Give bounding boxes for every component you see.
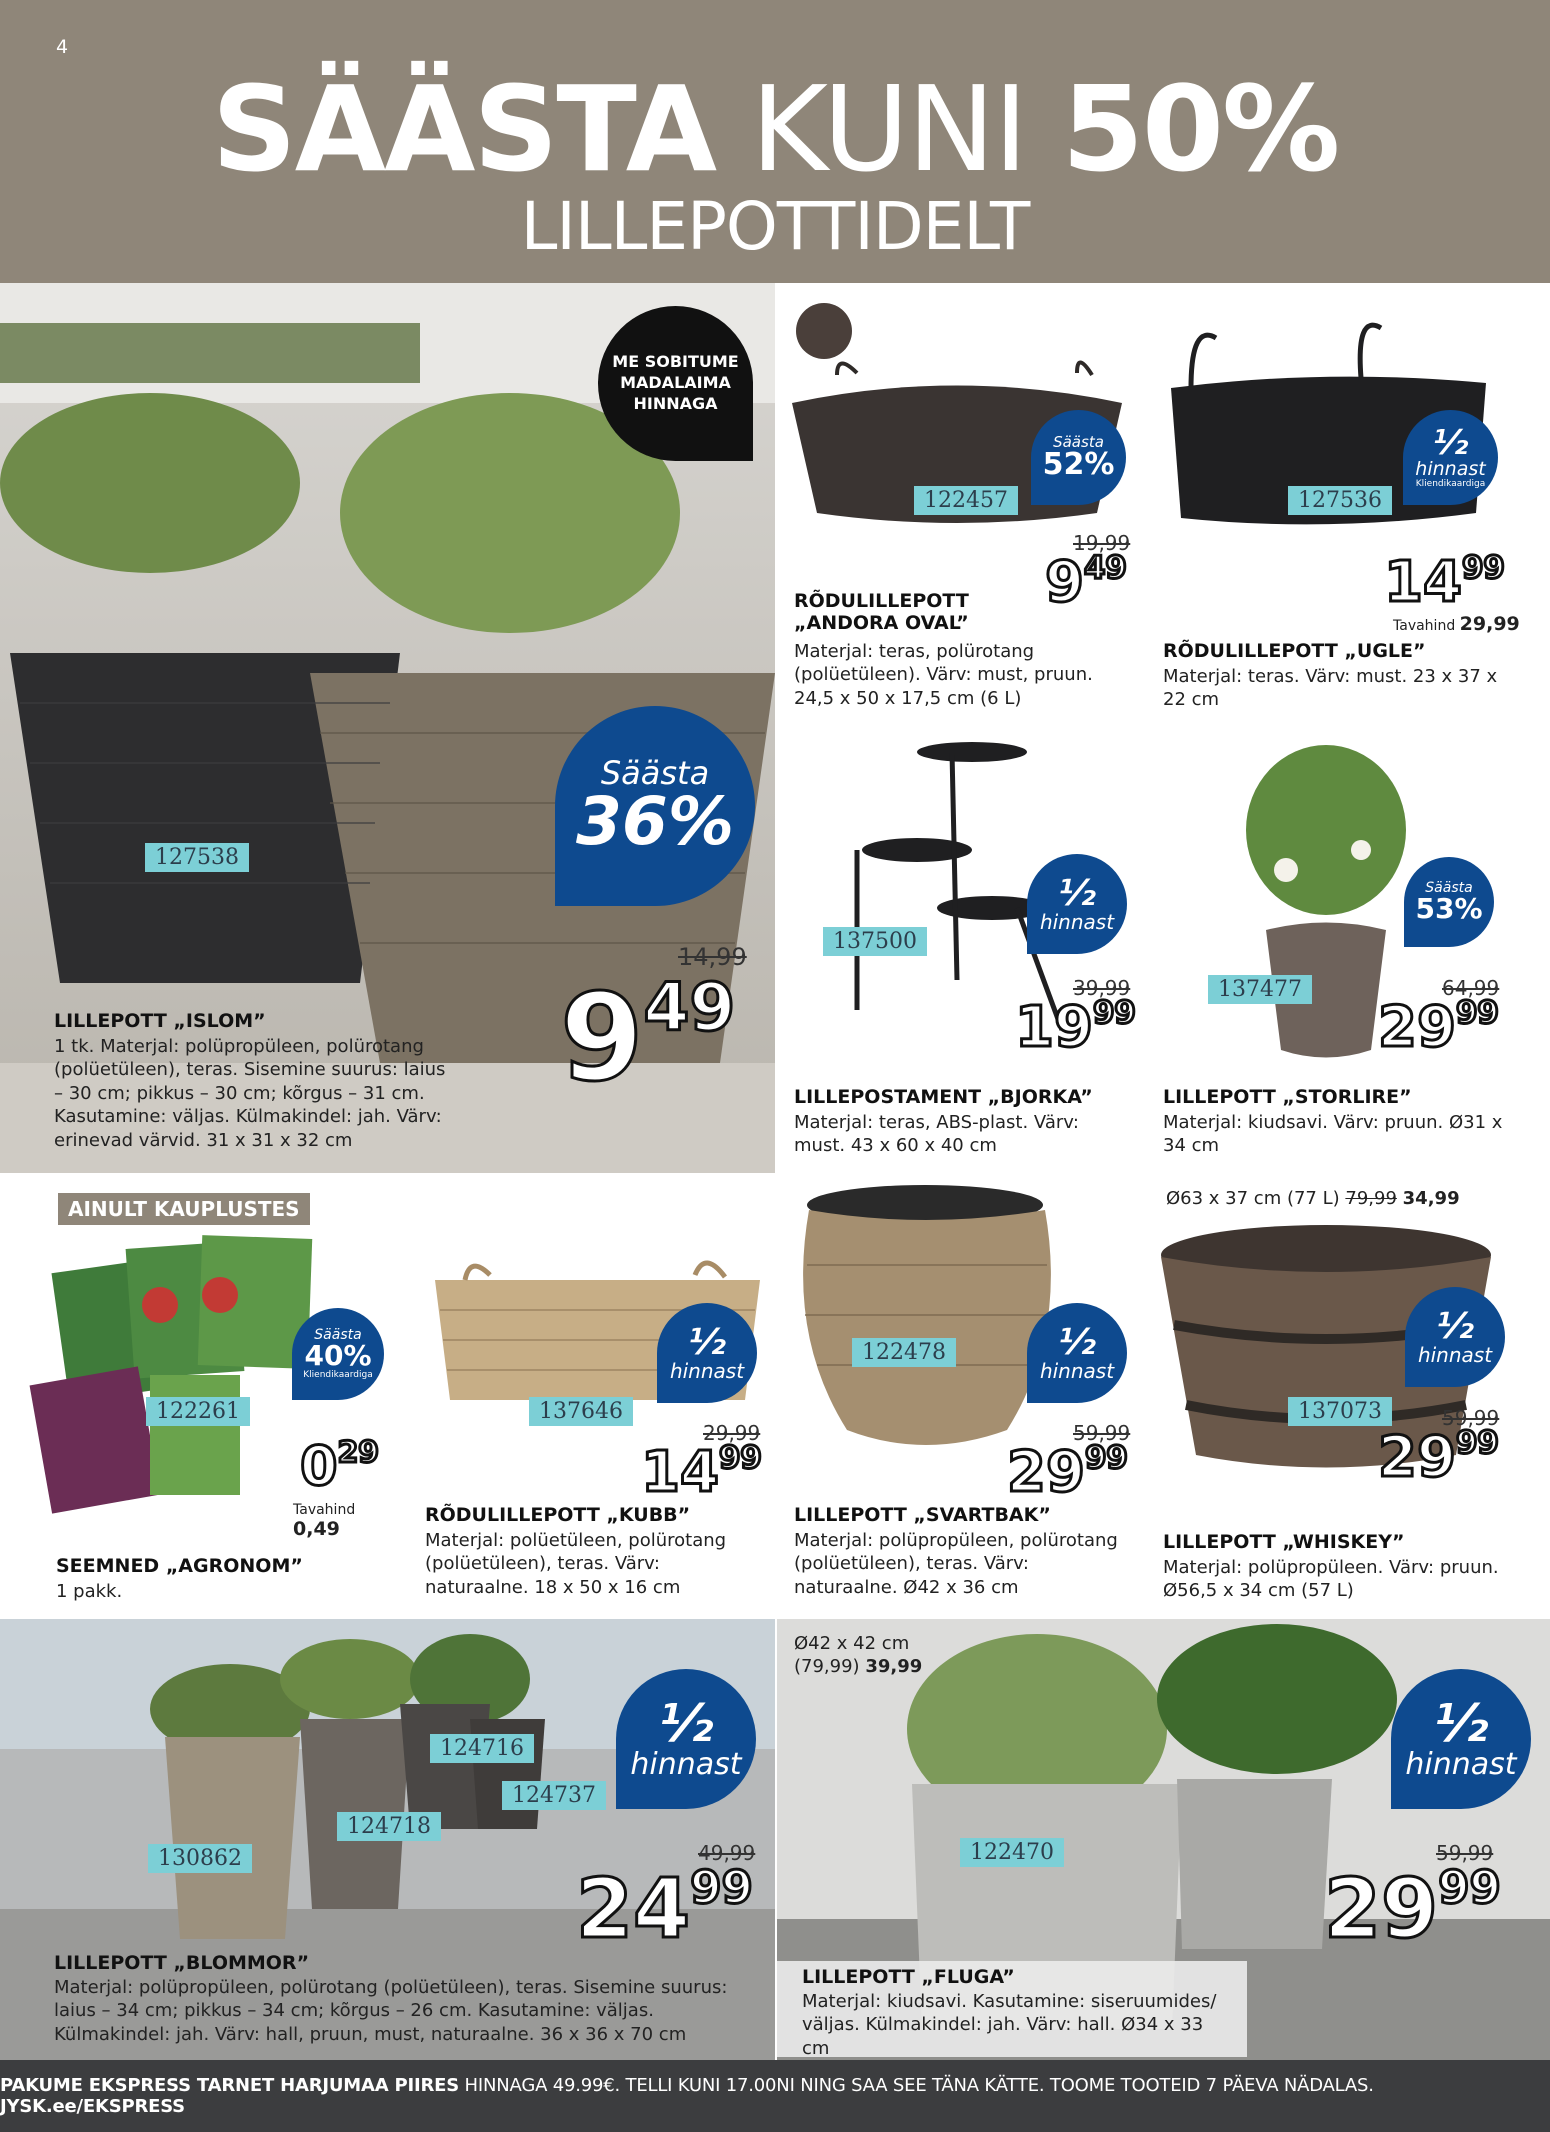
footer-text: HINNAGA 49.99€. TELLI KUNI 17.00NI NING SAA SEE TÄNA KÄTTE. TOOME TOOTEID 7 PÄEVA NÄDALAS. bbox=[459, 2075, 1374, 2096]
andora-save-word: Säästa bbox=[1053, 433, 1104, 451]
blommor-code-2: 124737 bbox=[502, 1781, 606, 1810]
storlire-save-bubble bbox=[1404, 857, 1494, 947]
ugle-price-dec: 99 bbox=[1461, 550, 1505, 586]
ugle-tavahind-label: Tavahind bbox=[1393, 618, 1456, 634]
svartbak-half-bubble bbox=[1027, 1303, 1127, 1403]
storlire-price-dec: 99 bbox=[1455, 995, 1499, 1031]
ugle-tavahind-value: 29,99 bbox=[1459, 613, 1520, 635]
whiskey-code: 137073 bbox=[1288, 1397, 1392, 1426]
fluga-price-int: 29 bbox=[1324, 1861, 1439, 1957]
blommor-desc: Materjal: polüpropüleen, polürotang (polüetüleen), teras. Sisemine suurus: laius – 34 cm; pikkus – 34 cm; kõrgus – 26 cm. Kasutamine: väljas. Külmakindel: jah. Värv: hall, pruun, must, naturaalne. 36 x 36 x 70 cm bbox=[54, 1977, 728, 2045]
kubb-half-bubble bbox=[657, 1303, 757, 1403]
kubb-code: 137646 bbox=[529, 1397, 633, 1426]
agronom-save-word: Säästa bbox=[314, 1327, 362, 1343]
product-ugle[interactable] bbox=[1146, 283, 1550, 728]
andora-old-price: 19,99 bbox=[1073, 531, 1131, 555]
svartbak-price-dec: 99 bbox=[1084, 1440, 1128, 1476]
bjorka-code: 137500 bbox=[823, 927, 927, 956]
islom-save-word: Säästa bbox=[600, 754, 710, 792]
whiskey-extra-old: 79,99 bbox=[1345, 1188, 1397, 1209]
storlire-price-int: 29 bbox=[1378, 995, 1456, 1061]
andora-price-int: 9 bbox=[1045, 550, 1084, 616]
kubb-old-price: 29,99 bbox=[703, 1421, 761, 1445]
blommor-code-1: 124716 bbox=[430, 1734, 534, 1763]
whiskey-name: LILLEPOTT „WHISKEY” bbox=[1163, 1531, 1405, 1553]
blommor-code-4: 130862 bbox=[148, 1844, 252, 1873]
andora-save-pct: 52% bbox=[1042, 447, 1115, 482]
ugle-code: 127536 bbox=[1288, 486, 1392, 515]
fluga-price bbox=[1324, 1861, 1501, 1957]
store-only-label: AINULT KAUPLUSTES bbox=[58, 1193, 310, 1225]
whiskey-price-int: 29 bbox=[1378, 1425, 1456, 1491]
blommor-half-word: hinnast bbox=[630, 1747, 742, 1782]
fluga-code: 122470 bbox=[960, 1838, 1064, 1867]
agronom-save-bubble bbox=[292, 1308, 384, 1400]
ugle-half: ½ bbox=[1432, 423, 1469, 463]
footer-banner bbox=[0, 2060, 1550, 2132]
product-islom[interactable] bbox=[0, 283, 775, 1173]
bjorka-price-int: 19 bbox=[1015, 995, 1093, 1061]
storlire-desc: Materjal: kiudsavi. Värv: pruun. Ø31 x 34 cm bbox=[1163, 1112, 1503, 1157]
blommor-price bbox=[576, 1861, 753, 1957]
andora-price bbox=[1045, 550, 1127, 616]
ugle-regular-price bbox=[1393, 613, 1520, 635]
svartbak-price-int: 29 bbox=[1007, 1440, 1085, 1506]
blommor-price-dec: 99 bbox=[690, 1861, 753, 1914]
islom-price-dec: 49 bbox=[643, 969, 736, 1046]
footer-bold-1: PAKUME EKSPRESS TARNET HARJUMAA PIIRES bbox=[0, 2075, 460, 2096]
bjorka-price bbox=[1015, 995, 1136, 1061]
whiskey-old-price: 59,99 bbox=[1442, 1406, 1500, 1430]
fluga-old-price: 59,99 bbox=[1436, 1841, 1494, 1865]
ugle-name: RÕDULILLEPOTT „UGLE” bbox=[1163, 640, 1426, 662]
storlire-old-price: 64,99 bbox=[1442, 976, 1500, 1000]
headline-part2: KUNI bbox=[750, 60, 1027, 198]
ugle-customer-label: Kliendikaardiga bbox=[1415, 479, 1486, 489]
agronom-price bbox=[300, 1434, 379, 1498]
product-andora[interactable] bbox=[777, 283, 1144, 728]
fluga-price-dec: 99 bbox=[1438, 1861, 1501, 1914]
footer-link[interactable]: JYSK.ee/EKSPRESS bbox=[0, 2096, 185, 2117]
ugle-desc: Materjal: teras. Värv: must. 23 x 37 x 22 cm bbox=[1163, 666, 1498, 711]
agronom-name: SEEMNED „AGRONOM” bbox=[56, 1555, 303, 1577]
islom-price bbox=[560, 969, 736, 1109]
blommor-price-int: 24 bbox=[576, 1861, 691, 1957]
whiskey-extra-new: 34,99 bbox=[1402, 1188, 1460, 1209]
islom-save-bubble bbox=[555, 706, 755, 906]
bjorka-old-price: 39,99 bbox=[1073, 976, 1131, 1000]
product-bjorka[interactable] bbox=[777, 730, 1144, 1173]
product-agronom[interactable] bbox=[0, 1175, 403, 1617]
fluga-half-bubble bbox=[1391, 1669, 1531, 1809]
andora-save-bubble bbox=[1031, 410, 1126, 505]
whiskey-price bbox=[1378, 1425, 1499, 1491]
lowest-price-badge: ME SOBITUME MADALAIMA HINNAGA bbox=[598, 306, 753, 461]
blommor-old-price: 49,99 bbox=[698, 1841, 756, 1865]
islom-save-pct: 36% bbox=[576, 783, 734, 860]
svartbak-name: LILLEPOTT „SVARTBAK” bbox=[794, 1504, 1051, 1526]
kubb-price-int: 14 bbox=[641, 1440, 719, 1506]
product-fluga[interactable] bbox=[777, 1619, 1550, 2060]
bjorka-half-word: hinnast bbox=[1039, 910, 1115, 934]
agronom-tavahind-value: 0,49 bbox=[293, 1518, 340, 1540]
product-storlire[interactable] bbox=[1146, 730, 1550, 1173]
subheadline: LILLEPOTTIDELT bbox=[520, 188, 1030, 265]
svartbak-price bbox=[1007, 1440, 1128, 1506]
islom-desc: 1 tk. Materjal: polüpropüleen, polürotang (polüetüleen), teras. Sisemine suurus: laius – 30 cm; pikkus – 30 cm; kõrgus – 31 cm. Kasutamine: väljas. Külmakindel: jah. Värv: erinevad värvid. 31 x 31 x 32 cm bbox=[54, 1036, 446, 1151]
fluga-extra-size bbox=[794, 1632, 1014, 1679]
whiskey-desc: Materjal: polüpropüleen. Värv: pruun. Ø56,5 x 34 cm (57 L) bbox=[1163, 1557, 1499, 1602]
agronom-tavahind-label: Tavahind bbox=[293, 1502, 356, 1518]
svartbak-code: 122478 bbox=[852, 1338, 956, 1367]
bjorka-half-bubble bbox=[1027, 854, 1127, 954]
bjorka-name: LILLEPOSTAMENT „BJORKA” bbox=[794, 1086, 1093, 1108]
islom-name: LILLEPOTT „ISLOM” bbox=[54, 1010, 266, 1032]
headline-part3: 50% bbox=[1061, 60, 1339, 198]
product-svartbak[interactable] bbox=[777, 1175, 1144, 1617]
agronom-price-int: 0 bbox=[300, 1434, 338, 1498]
fluga-desc: Materjal: kiudsavi. Kasutamine: siseruumides/ väljas. Külmakindel: jah. Värv: hall. Ø34 x 33 cm bbox=[802, 1991, 1217, 2059]
fluga-half: ½ bbox=[1434, 1694, 1488, 1754]
fluga-name: LILLEPOTT „FLUGA” bbox=[802, 1966, 1015, 1988]
kubb-price-dec: 99 bbox=[718, 1440, 762, 1476]
kubb-name: RÕDULILLEPOTT „KUBB” bbox=[425, 1504, 691, 1526]
kubb-desc: Materjal: polüetüleen, polürotang (polüetüleen), teras. Värv: naturaalne. 18 x 50 x 16 cm bbox=[425, 1530, 727, 1598]
agronom-desc: 1 pakk. bbox=[56, 1581, 123, 1602]
whiskey-half-word: hinnast bbox=[1417, 1343, 1493, 1367]
andora-price-dec: 49 bbox=[1083, 550, 1127, 586]
bjorka-desc: Materjal: teras, ABS-plast. Värv: must. 43 x 60 x 40 cm bbox=[794, 1112, 1079, 1157]
fluga-half-word: hinnast bbox=[1405, 1747, 1517, 1782]
islom-old-price: 14,99 bbox=[678, 943, 747, 971]
whiskey-extra-size-label: Ø63 x 37 cm (77 L) bbox=[1166, 1188, 1340, 1209]
agronom-customer-label: Kliendikaardiga bbox=[303, 1370, 373, 1380]
blommor-code-3: 124718 bbox=[337, 1812, 441, 1841]
headline bbox=[0, 60, 1550, 198]
bjorka-half: ½ bbox=[1058, 873, 1096, 914]
agronom-price-dec: 29 bbox=[337, 1435, 379, 1470]
storlire-save-word: Säästa bbox=[1425, 880, 1473, 896]
blommor-name: LILLEPOTT „BLOMMOR” bbox=[54, 1952, 310, 1974]
agronom-code: 122261 bbox=[146, 1397, 250, 1426]
kubb-half: ½ bbox=[688, 1322, 726, 1363]
blommor-half-bubble bbox=[616, 1669, 756, 1809]
andora-code: 122457 bbox=[914, 486, 1018, 515]
kubb-half-word: hinnast bbox=[669, 1359, 745, 1383]
svartbak-desc: Materjal: polüpropüleen, polürotang (polüetüleen), teras. Värv: naturaalne. Ø42 x 36 cm bbox=[794, 1530, 1118, 1598]
product-blommor[interactable] bbox=[0, 1619, 775, 2060]
product-whiskey[interactable] bbox=[1146, 1175, 1550, 1617]
ugle-price-int: 14 bbox=[1384, 550, 1462, 616]
svartbak-old-price: 59,99 bbox=[1073, 1421, 1131, 1445]
storlire-save-pct: 53% bbox=[1415, 892, 1483, 925]
headline-part1: SÄÄSTA bbox=[211, 60, 716, 198]
kubb-price bbox=[641, 1440, 762, 1506]
product-kubb[interactable] bbox=[405, 1175, 775, 1617]
bjorka-price-dec: 99 bbox=[1092, 995, 1136, 1031]
fluga-extra-new: 39,99 bbox=[865, 1656, 923, 1678]
blommor-half: ½ bbox=[659, 1694, 713, 1754]
page-number: 4 bbox=[56, 36, 69, 58]
agronom-regular-price bbox=[293, 1502, 403, 1540]
islom-price-int: 9 bbox=[560, 969, 644, 1109]
storlire-name: LILLEPOTT „STORLIRE” bbox=[1163, 1086, 1412, 1108]
fluga-extra-old: (79,99) bbox=[794, 1656, 860, 1678]
ugle-price bbox=[1384, 550, 1505, 616]
storlire-price bbox=[1378, 995, 1499, 1061]
svartbak-half: ½ bbox=[1058, 1322, 1096, 1363]
whiskey-price-dec: 99 bbox=[1455, 1425, 1499, 1461]
svartbak-half-word: hinnast bbox=[1039, 1359, 1115, 1383]
ugle-half-bubble bbox=[1403, 410, 1498, 505]
ugle-half-word: hinnast bbox=[1415, 458, 1486, 480]
whiskey-half: ½ bbox=[1436, 1306, 1474, 1347]
whiskey-half-bubble bbox=[1405, 1287, 1505, 1387]
fluga-extra-size-label: Ø42 x 42 cm bbox=[794, 1633, 910, 1654]
islom-code: 127538 bbox=[145, 843, 249, 872]
andora-desc: Materjal: teras, polürotang (polüetüleen). Värv: must, pruun. 24,5 x 50 x 17,5 cm (6 L) bbox=[794, 641, 1093, 709]
andora-name: RÕDULILLEPOTT „ANDORA OVAL” bbox=[794, 590, 969, 634]
storlire-code: 137477 bbox=[1208, 975, 1312, 1004]
agronom-save-pct: 40% bbox=[304, 1339, 372, 1372]
page-header bbox=[0, 0, 1550, 283]
